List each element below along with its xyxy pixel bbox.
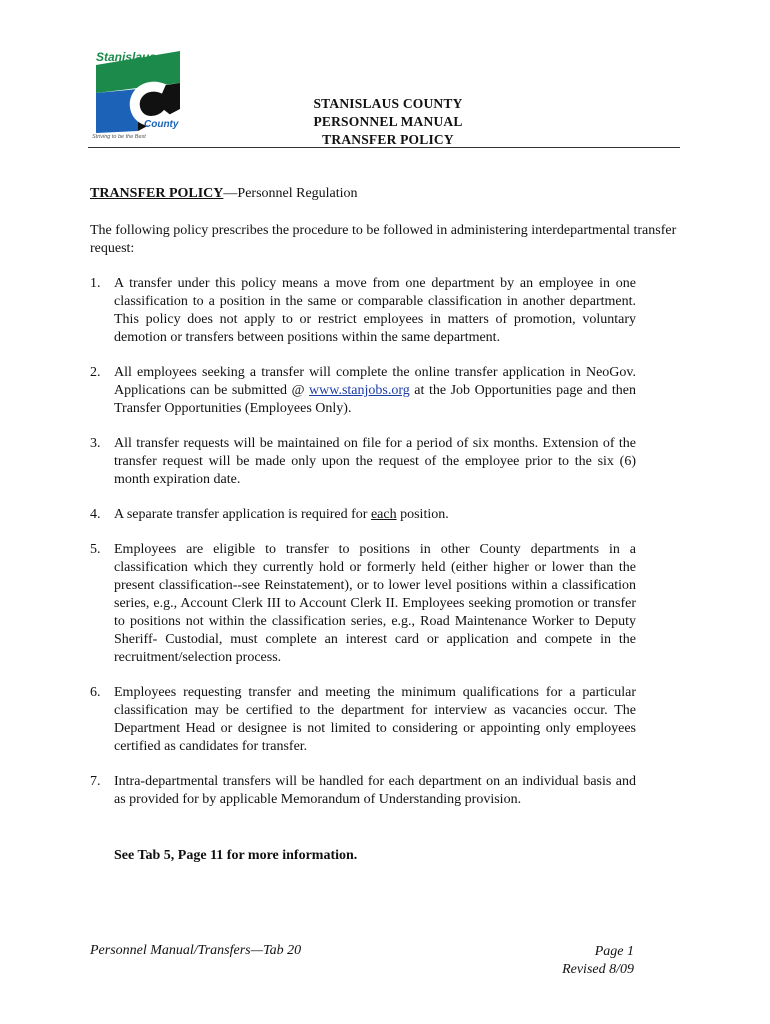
logo-tagline: Striving to be the Best <box>92 134 146 139</box>
footer-page-number: Page 1 <box>594 944 634 959</box>
list-text: Employees are eligible to transfer to positions in other County departments in a classification which they currently hold or formerly held (either higher or lower than the present classification--see Reinstatement), or to lower level positions within a classification series, e.g., Account Clerk III to Account Clerk II. Employees seeking promotion or transfer to positions not within the classification series, e.g., Road Maintenance Worker to Deputy Sheriff- Custodial, must complete an interest card or application and compete in the recruitment/selection process. <box>114 542 636 665</box>
list-number: 3. <box>90 436 101 451</box>
document-header <box>270 95 506 149</box>
list-item <box>90 275 636 347</box>
list-number: 2. <box>90 365 101 380</box>
footer-revision-date: Revised 8/09 <box>562 962 634 977</box>
list-item <box>90 773 636 809</box>
section-title: TRANSFER POLICY <box>90 186 224 201</box>
list-item <box>90 364 636 418</box>
list-number: 4. <box>90 507 101 522</box>
list-text: A transfer under this policy means a move from one department by an employee in one classification to a position in the same or comparable classification in another department. This policy does not apply to or restrict employees in matters of promotion, voluntary demotion or transfers between positions within the same department. <box>114 276 636 345</box>
list-text-after: position. <box>396 507 449 522</box>
list-text: All transfer requests will be maintained on file for a period of six months. Extension of the transfer request will be made only upon the request of the employee prior to the six (6) month expiration date. <box>114 436 636 487</box>
footer-manual-reference: Personnel Manual/Transfers—Tab 20 <box>90 943 302 958</box>
list-item <box>90 506 636 524</box>
list-item <box>90 541 636 667</box>
list-number: 5. <box>90 542 101 557</box>
header-line-county: STANISLAUS COUNTY <box>313 96 463 111</box>
list-number: 7. <box>90 774 101 789</box>
logo-bottom-text: County <box>144 119 179 130</box>
logo-top-text: Stanislaus <box>96 50 157 64</box>
stanjobs-link[interactable]: www.stanjobs.org <box>309 383 410 398</box>
policy-list <box>90 275 636 826</box>
footer-page-info <box>562 943 634 979</box>
header-divider <box>88 147 680 148</box>
list-text-before: All employees seeking a transfer will complete the online transfer application in NeoGov. Applications can be submitted @ <box>114 365 636 398</box>
list-text-before: A separate transfer application is required for <box>114 507 371 522</box>
list-text: Employees requesting transfer and meeting the minimum qualifications for a particular classification may be certified to the department for interview as vacancies occur. The Department Head or designee is not limited to considering or appointing only employees certified as candidates for transfer. <box>114 685 636 754</box>
list-item <box>90 684 636 756</box>
list-number: 6. <box>90 685 101 700</box>
intro-paragraph: The following policy prescribes the procedure to be followed in administering interdepartmental transfer request: <box>90 223 677 256</box>
underlined-word: each <box>370 507 397 522</box>
section-heading <box>90 185 636 203</box>
section-subtitle: —Personnel Regulation <box>223 186 358 201</box>
header-line-policy: TRANSFER POLICY <box>322 132 454 147</box>
stanislaus-county-logo <box>86 47 186 139</box>
list-text: Intra-departmental transfers will be handled for each department on an individual basis and as provided for by applicable Memorandum of Understanding provision. <box>114 774 636 807</box>
list-text-after: at the Job Opportunities page and then Transfer Opportunities (Employees Only). <box>114 383 636 416</box>
list-item <box>90 435 636 489</box>
list-number: 1. <box>90 276 101 291</box>
header-line-manual: PERSONNEL MANUAL <box>313 114 463 129</box>
see-tab-note: See Tab 5, Page 11 for more information. <box>114 848 358 863</box>
